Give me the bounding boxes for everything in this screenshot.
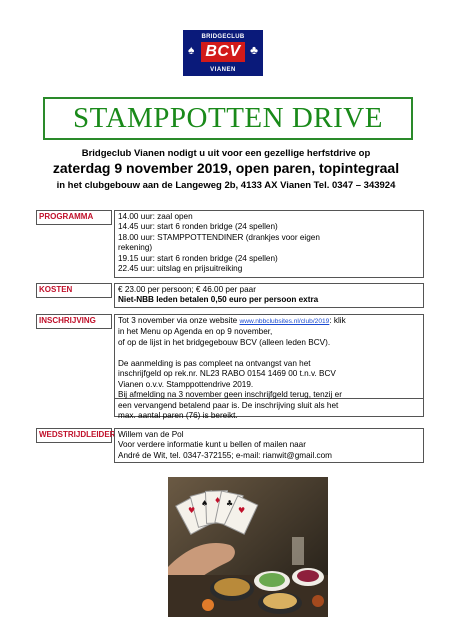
website-link[interactable]: www.nbbclubsites.nl/club/2019 bbox=[239, 318, 330, 325]
inschrijving-text: Tot 3 november via onze website bbox=[118, 316, 240, 325]
title-box bbox=[43, 97, 413, 140]
svg-text:♥: ♥ bbox=[238, 506, 246, 515]
programma-line: 14.00 uur: zaal open bbox=[118, 212, 193, 221]
wedstrijdleider-line-3: André de Wit, tel. 0347-372155; e-mail: rianwit@gmail.com bbox=[118, 450, 333, 460]
logo-place-text: VIANEN bbox=[210, 67, 236, 73]
kosten-line-2: Niet-NBB leden betalen 0,50 euro per persoon extra bbox=[118, 295, 319, 305]
spade-icon: ♠ bbox=[188, 43, 195, 57]
programma-line: 18.00 uur: STAMPPOTTENDINER (drankjes voor eigen bbox=[118, 232, 320, 242]
svg-text:♣: ♣ bbox=[226, 499, 234, 508]
wedstrijdleider-line-1: Willem van de Pol bbox=[118, 430, 184, 439]
inschrijving-line-4: De aanmelding is pas compleet na ontvangst van het bbox=[118, 359, 311, 368]
inschrijving-line-3: of op de lijst in het bridgegebouw BCV (alleen leden BCV). bbox=[118, 337, 331, 347]
programma-line: rekening) bbox=[118, 243, 153, 253]
intro-location-line: in het clubgebouw aan de Langeweg 2b, 4133 AX Vianen Tel. 0347 – 343924 bbox=[56, 180, 396, 191]
photo-cards-and-food bbox=[168, 477, 328, 617]
inschrijving-label: INSCHRIJVING bbox=[36, 314, 112, 329]
inschrijving-line-6: Vianen o.v.v. Stamppottendrive 2019. bbox=[118, 379, 254, 389]
programma-line: 14.45 uur: start 6 ronden bridge (24 spellen) bbox=[118, 222, 278, 232]
inschrijving-details-cell bbox=[114, 356, 424, 421]
wedstrijdleider-cell bbox=[114, 428, 424, 463]
inschrijving-line-7: Bij afmelding na 3 november geen inschrijfgeld terug, tenzij er bbox=[118, 390, 342, 400]
logo-club-text: BRIDGECLUB bbox=[201, 34, 245, 40]
programma-label: PROGRAMMA bbox=[36, 210, 112, 225]
page-title: STAMPPOTTEN DRIVE bbox=[73, 102, 383, 134]
inschrijving-line-2: in het Menu op Agenda en op 9 november, bbox=[118, 327, 273, 337]
inschrijving-line-1 bbox=[118, 316, 420, 327]
programma-line: 22.45 uur: uitslag en prijsuitreiking bbox=[118, 264, 243, 274]
club-logo bbox=[183, 30, 263, 76]
svg-text:♠: ♠ bbox=[201, 499, 209, 508]
programma-line: 19.15 uur: start 6 ronden bridge (24 spellen) bbox=[118, 253, 278, 263]
inschrijving-line-5: inschrijfgeld op rek.nr. NL23 RABO 0154 1469 00 t.n.v. BCV bbox=[118, 369, 336, 379]
photo-illustration bbox=[168, 477, 328, 617]
kosten-line-1: € 23.00 per persoon; € 46.00 per paar bbox=[118, 285, 256, 294]
svg-text:♦: ♦ bbox=[214, 496, 222, 505]
intro-line-1: Bridgeclub Vianen nodigt u uit voor een gezellige herfstdrive op bbox=[81, 148, 371, 159]
programma-cell bbox=[114, 210, 424, 278]
kosten-label: KOSTEN bbox=[36, 283, 112, 298]
inschrijving-line-8: een vervangend betalend paar is. De inschrijving sluit als het bbox=[118, 400, 339, 410]
wedstrijdleider-label: WEDSTRIJDLEIDER bbox=[36, 428, 112, 443]
logo-mark-text: BCV bbox=[205, 43, 241, 60]
inschrijving-text: : klik bbox=[329, 316, 346, 325]
inschrijving-line-9: max. aantal paren (76) is bereikt. bbox=[118, 411, 238, 421]
svg-text:♥: ♥ bbox=[188, 506, 196, 515]
club-suit-icon: ♣ bbox=[250, 43, 258, 57]
intro-date-line: zaterdag 9 november 2019, open paren, topintegraal bbox=[52, 160, 400, 176]
logo-mark bbox=[201, 42, 245, 62]
kosten-cell bbox=[114, 283, 424, 308]
wedstrijdleider-line-2: Voor verdere informatie kunt u bellen of mailen naar bbox=[118, 440, 306, 450]
